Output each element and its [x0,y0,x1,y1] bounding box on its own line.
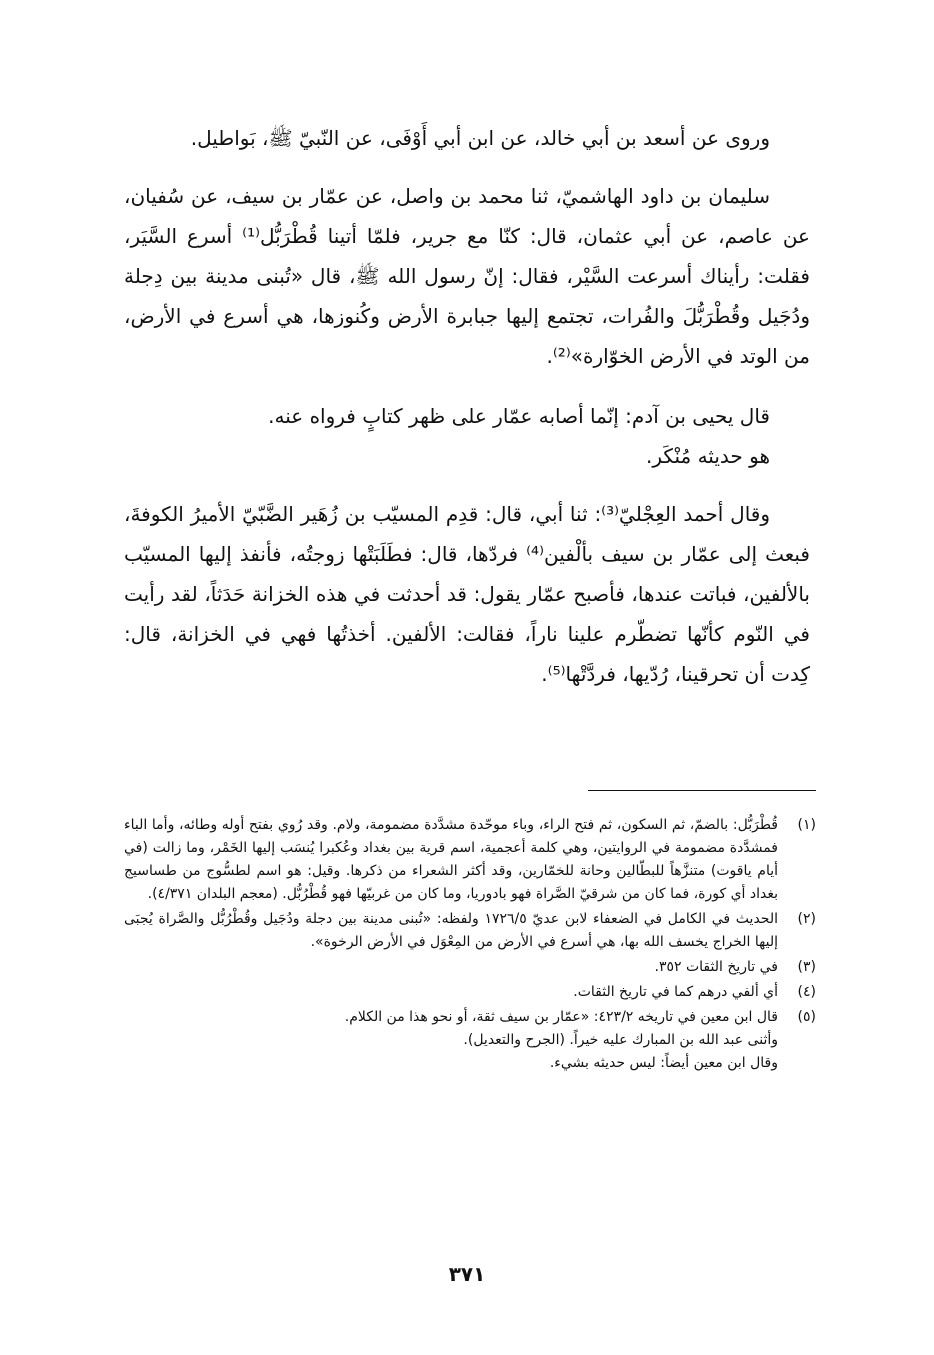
footnote-3 [124,956,816,979]
main-text [124,118,810,694]
footnotes [124,814,816,1077]
quote-block [124,396,810,476]
footnote-line: وأثنى عبد الله بن المبارك عليه خيراً. (الجرح والتعديل). [463,1032,778,1048]
page-number: ٣٧١ [448,1262,486,1286]
footnote-text: قُطْرَبُّل: بالضمّ، ثم السكون، ثم فتح الراء، وباء موحّدة مشدَّدة مضمومة، ولام. وقد رُوي بفتح أوله وطائه، وأما الباء فمشدَّدة مضمومة في الروايتين، وهي كلمة أعجمية، اسم قرية بين بغداد وعُكبرا يُنسَب إليها الخَمْر، وما زالت (في أيام ياقوت) متنزَّهاً للبطّالين وحانة للخمّارين، وقد أكثر الشعراء من ذكرها. وقيل: هو اسم لطسُّوج من طساسيج بغداد أي كورة، فما كان من شرقيّ الصَّراة فهو بادوريا، وما كان من غربيّها فهو قُطْرُبُّل. (معجم البلدان ٤/٣٧١). [124,817,778,902]
footnote-2 [124,908,816,954]
footnote-text: الحديث في الكامل في الضعفاء لابن عديّ ١٧٢٦/٥ ولفظه: «تُبنى مدينة بين دجلة ودُجَيل وقُطْرُبُّل والصَّراة يُجبَى إليها الخراج يخسف الله بها، هي أسرع في الأرض من المِعْوَل في الأرض الرخوة». [124,911,778,950]
paragraph-3: وقال أحمد العِجْليّ⁽³⁾: ثنا أبي، قال: قدِم المسيّب بن زُهَير الضَّبّيّ الأميرُ الكوفةَ، فبعث إلى عمّار بن سيف بألْفين⁽⁴⁾ فردّها، قال: فطَلَبَتْها زوجتُه، فأنفذ إليها المسيّب بالألفين، فباتت عندها، فأصبح عمّار يقول: قد أحدثت في هذه الخزانة حَدَثاً، لقد رأيت في النّوم كأنّها تضطّرم علينا ناراً، فقالت: الألفين. أخذتُها فهي في الخزانة، قال: كِدت أن تحرقينا، رُدّيها، فردَّتْها⁽⁵⁾. [124,502,810,686]
paragraph-2: سليمان بن داود الهاشميّ، ثنا محمد بن واصل، عن عمّار بن سيف، عن سُفيان، عن عاصم، عن أبي عثمان، قال: كنّا مع جرير، فلمّا أتينا قُطْرَبُّل⁽¹⁾ أسرع السَّيَر، فقلت: رأيناك أسرعت السَّيْر، فقال: إنّ رسول الله ﷺ، قال «تُبنى مدينة بين دِجلة ودُجَيل وقُطْرَبُّلَ والفُرات، تجتمع إليها جبابرة الأرض وكُنوزها، هي أسرع في الأرض، من الوتد في الأرض الخوّارة»⁽²⁾. [124,184,810,368]
footnote-number: (٥) [797,1009,816,1025]
quote-line-2: هو حديثه مُنْكَر. [646,444,770,468]
footnote-1 [124,814,816,906]
footnote-4 [124,981,816,1004]
quote-line-1: قال يحيى بن آدم: إنّما أصابه عمّار على ظهر كتابٍ فرواه عنه. [268,404,770,428]
footnote-5 [124,1006,816,1075]
footnote-number: (١) [797,817,816,833]
footnote-text: في تاريخ الثقات ٣٥٢. [654,959,778,975]
footnote-line: قال ابن معين في تاريخه ٤٢٣/٢: «عمّار بن سيف ثقة، أو نحو هذا من الكلام. [344,1009,778,1025]
paragraph-1: وروى عن أسعد بن أبي خالد، عن ابن أبي أَوْفَى، عن النّبيّ ﷺ، بَواطيل. [190,126,770,150]
footnote-line: وقال ابن معين أيضاً: ليس حديثه بشيء. [549,1055,778,1071]
footnote-divider [588,790,816,791]
footnote-number: (٣) [797,959,816,975]
footnote-text: أي ألفي درهم كما في تاريخ الثقات. [573,984,778,1000]
footnote-number: (٤) [797,984,816,1000]
footnote-number: (٢) [797,911,816,927]
